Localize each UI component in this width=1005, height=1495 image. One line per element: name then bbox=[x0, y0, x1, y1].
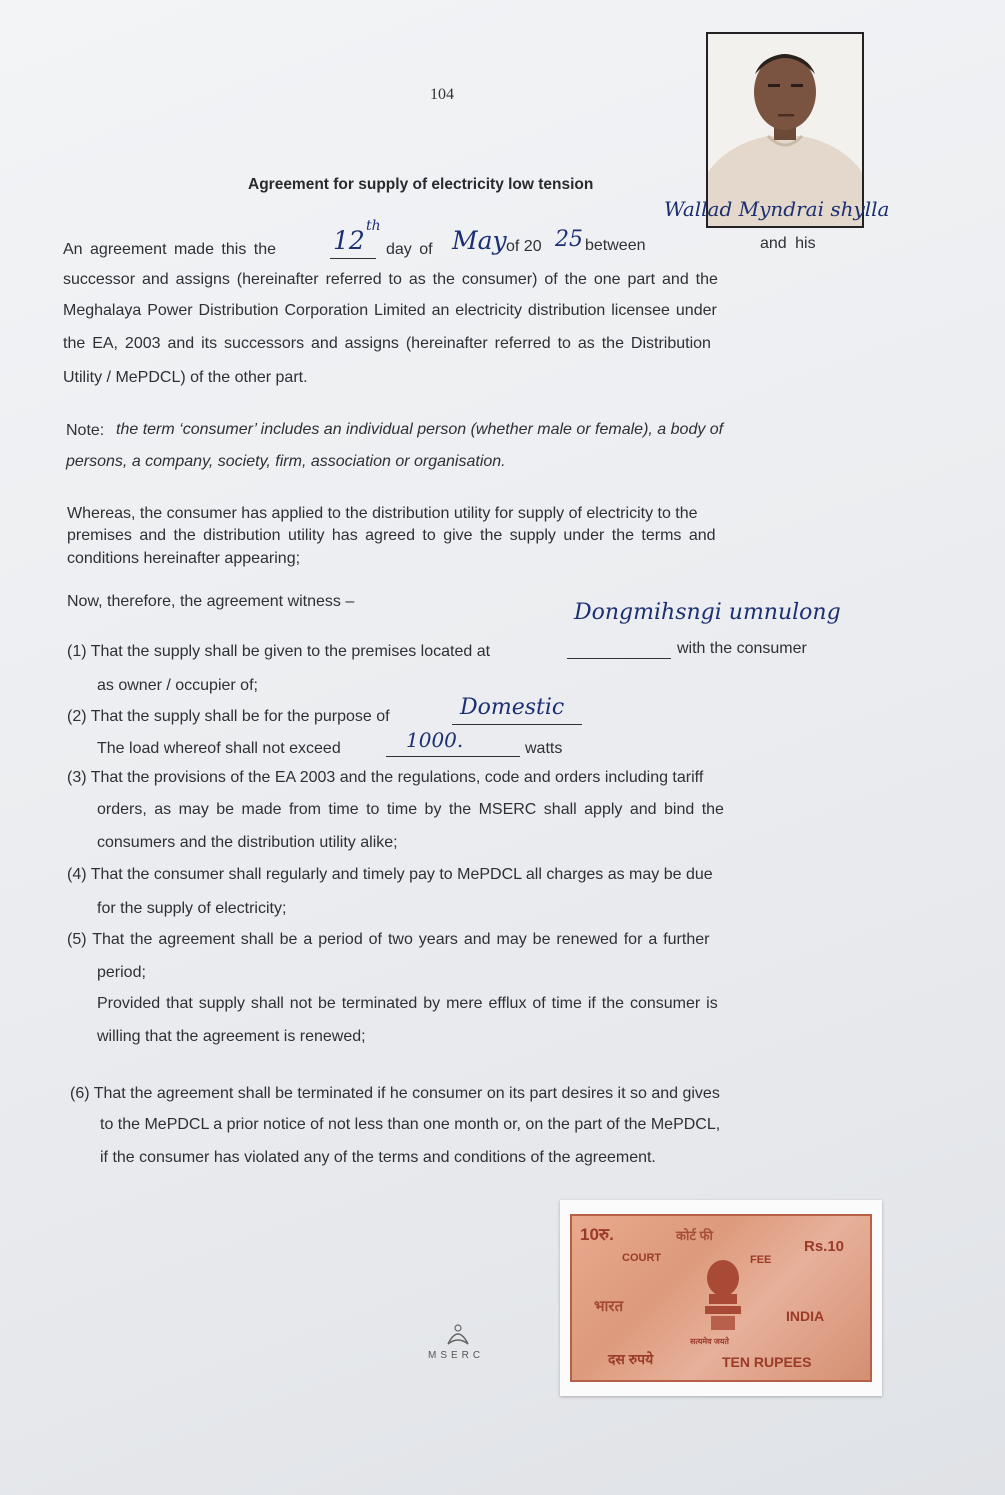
stamp-india: INDIA bbox=[786, 1308, 825, 1324]
stamp-court-fee-hindi: कोर्ट फी bbox=[676, 1228, 713, 1243]
intro-line-1d: between bbox=[585, 237, 646, 254]
clause-2-line-2a: The load whereof shall not exceed bbox=[97, 740, 341, 757]
note-label: Note: bbox=[66, 422, 105, 439]
handwritten-consumer-name: Wallad Myndrai shylla bbox=[664, 197, 890, 221]
now-therefore: Now, therefore, the agreement witness – bbox=[67, 593, 355, 610]
stamp-ten-rupees: TEN RUPEES bbox=[722, 1354, 812, 1370]
mserc-logo-text: MSERC bbox=[428, 1350, 485, 1361]
stamp-value-hindi: 10रु. bbox=[580, 1225, 614, 1244]
mserc-logo bbox=[428, 1318, 488, 1353]
intro-line-4: the EA, 2003 and its successors and assigns (hereinafter referred to as the Distribution bbox=[63, 335, 711, 352]
ashoka-emblem-icon bbox=[700, 1256, 746, 1336]
handwritten-year: 25 bbox=[555, 227, 583, 252]
handwritten-premises-location: Dongmihsngi umnulong bbox=[574, 600, 841, 625]
premises-underline bbox=[567, 658, 671, 659]
note-line-2: persons, a company, society, firm, association or organisation. bbox=[66, 453, 506, 470]
intro-line-5: Utility / MePDCL) of the other part. bbox=[63, 369, 308, 386]
clause-5-line-1: (5) That the agreement shall be a period of two years and may be renewed for a further bbox=[67, 931, 710, 948]
handwritten-month: May bbox=[452, 226, 507, 255]
document-title: Agreement for supply of electricity low tension bbox=[248, 176, 594, 193]
clause-5-line-3: Provided that supply shall not be terminated by mere efflux of time if the consumer is bbox=[97, 995, 718, 1012]
handwritten-day: 12 bbox=[333, 226, 365, 255]
clause-1-line-1a: (1) That the supply shall be given to the premises located at bbox=[67, 643, 491, 660]
stamp-ten-rupees-hindi: दस रुपये bbox=[608, 1351, 654, 1367]
stamp-face bbox=[570, 1214, 872, 1382]
intro-line-3: Meghalaya Power Distribution Corporation Limited an electricity distribution licensee under bbox=[63, 302, 717, 319]
intro-line-2: successor and assigns (hereinafter referred to as the consumer) of the one part and the bbox=[63, 271, 718, 288]
stamp-bharat: भारत bbox=[594, 1298, 624, 1315]
note-line-1: the term ‘consumer’ includes an individual person (whether male or female), a body of bbox=[116, 421, 724, 438]
clause-6-line-1: (6) That the agreement shall be terminated if he consumer on its part desires it so and gives bbox=[70, 1085, 720, 1102]
handwritten-purpose: Domestic bbox=[460, 695, 565, 720]
intro-line-1a: An agreement made this the bbox=[63, 241, 277, 258]
clause-6-line-2: to the MePDCL a prior notice of not less than one month or, on the part of the MePDCL, bbox=[100, 1116, 721, 1133]
clause-1-line-1b: with the consumer bbox=[677, 640, 807, 657]
stamp-rs10: Rs.10 bbox=[804, 1238, 845, 1255]
intro-line-1c: of 20 bbox=[506, 238, 542, 255]
clause-6-line-3: if the consumer has violated any of the terms and conditions of the agreement. bbox=[100, 1149, 656, 1166]
handwritten-load: 1000. bbox=[406, 728, 464, 752]
page-number: 104 bbox=[430, 86, 454, 103]
clause-4-line-2: for the supply of electricity; bbox=[97, 900, 287, 917]
clause-1-line-2: as owner / occupier of; bbox=[97, 677, 258, 694]
stamp-satyamev-jayate: सत्यमेव जयते bbox=[690, 1337, 729, 1346]
clause-5-line-4: willing that the agreement is renewed; bbox=[97, 1028, 366, 1045]
handwritten-day-suffix: th bbox=[366, 218, 381, 234]
clause-2-line-2b: watts bbox=[525, 740, 563, 757]
court-fee-stamp bbox=[560, 1200, 882, 1396]
whereas-line-2: premises and the distribution utility has agreed to give the supply under the terms and bbox=[67, 527, 716, 544]
clause-5-line-2: period; bbox=[97, 964, 146, 981]
whereas-line-3: conditions hereinafter appearing; bbox=[67, 550, 301, 567]
stamp-fee: FEE bbox=[750, 1254, 772, 1266]
mserc-logo-icon bbox=[428, 1318, 488, 1348]
purpose-underline bbox=[452, 724, 582, 725]
whereas-line-1: Whereas, the consumer has applied to the distribution utility for supply of electricity to the bbox=[67, 505, 698, 522]
clause-4-line-1: (4) That the consumer shall regularly and timely pay to MePDCL all charges as may be due bbox=[67, 866, 713, 883]
stamp-court: COURT bbox=[622, 1252, 662, 1264]
load-underline bbox=[386, 756, 520, 757]
intro-line-1e: and his bbox=[760, 235, 816, 252]
clause-3-line-3: consumers and the distribution utility alike; bbox=[97, 834, 398, 851]
clause-3-line-2: orders, as may be made from time to time by the MSERC shall apply and bind the bbox=[97, 801, 724, 818]
clause-3-line-1: (3) That the provisions of the EA 2003 and the regulations, code and orders including tariff bbox=[67, 769, 704, 786]
intro-line-1b: day of bbox=[386, 241, 433, 258]
clause-2-line-1: (2) That the supply shall be for the purpose of bbox=[67, 708, 390, 725]
day-underline bbox=[330, 258, 376, 259]
